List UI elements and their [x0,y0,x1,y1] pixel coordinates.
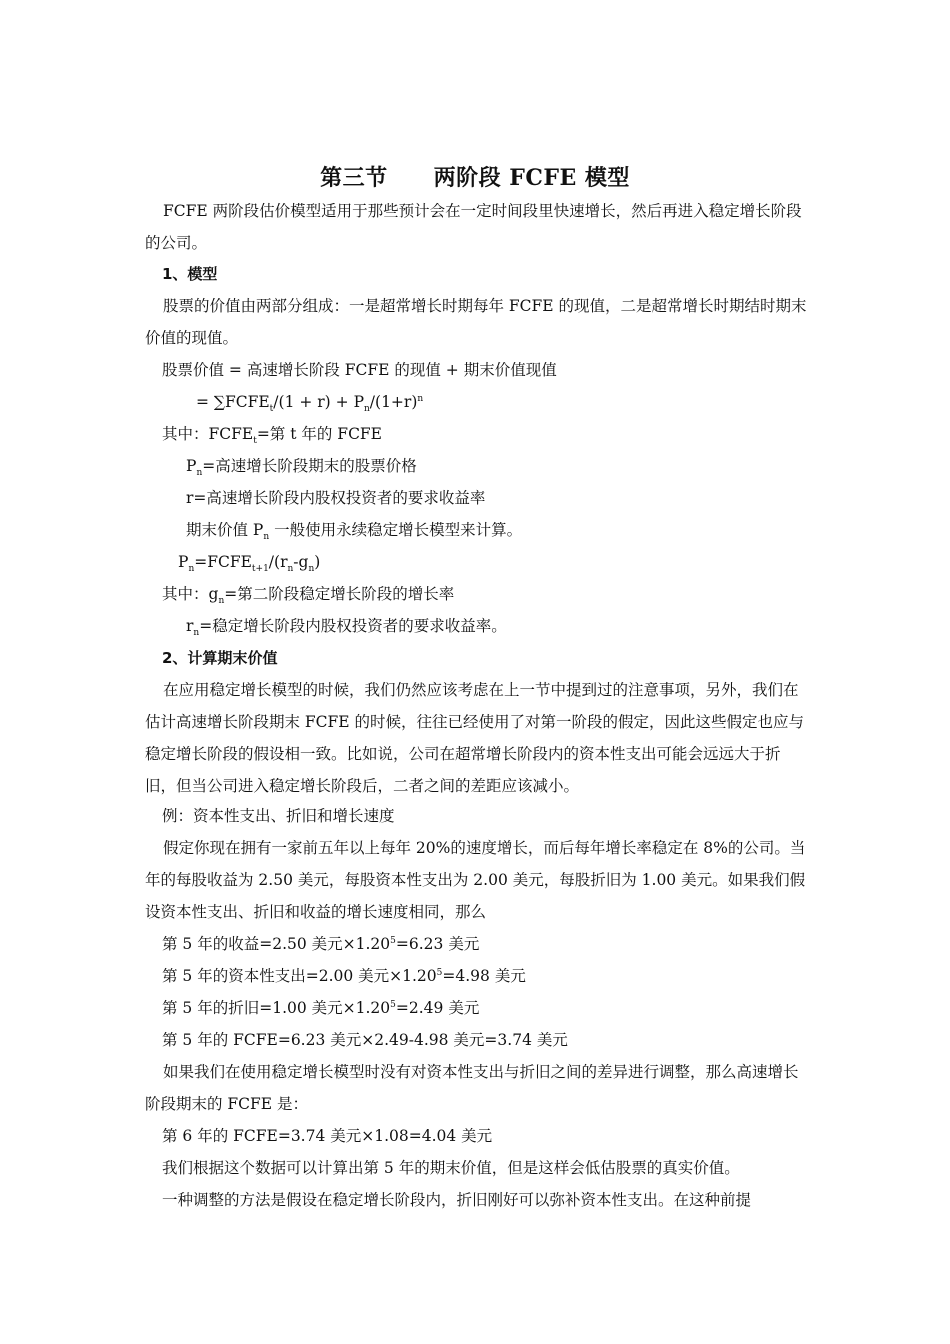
equation-stock-value: 股票价值 = 高速增长阶段 FCFE 的现值 + 期末价值现值 [162,361,557,379]
calc-capex-year5: 第 5 年的资本性支出=2.00 美元$\times 1.20^5=4.98$ 美元 [162,967,526,985]
calc-earnings-year5: 第 5 年的收益=2.50 美元$\times 1.20^5=6.23$ 美元 [162,935,480,953]
section-heading-terminal-value: 2、计算期末价值 [162,649,278,667]
page-title [0,161,950,192]
title-section-number: 第三节 [320,165,388,191]
section-heading-model: 1、模型 [162,265,218,283]
calc-depreciation-year5: 第 5 年的折旧=1.00 美元$\times 1.20^5=2.49$ 美元 [162,999,480,1017]
value-paragraph: 股票的价值由两部分组成：一是超常增长时期每年 FCFE 的现值，二是超常增长时期结时期末价值的现值。 [145,297,807,347]
equation-sum: = $\sum FCFE_t/(1 + r) + P_n/(1+r)^n$ [196,393,424,415]
calc-fcfe-year5: 第 5 年的 FCFE=6.23 美元×2.49-4.98 美元=3.74 美元 [162,1031,568,1049]
definition-pn: $P_n=$高速增长阶段期末的股票价格 [186,457,417,479]
title-text: 两阶段 FCFE 模型 [433,165,630,191]
underestimate-paragraph: 我们根据这个数据可以计算出第 5 年的期末价值，但是这样会低估股票的真实价值。 [162,1159,740,1177]
method-paragraph: 一种调整的方法是假设在稳定增长阶段内，折旧刚好可以弥补资本性支出。在这种前提 [162,1191,752,1209]
equation-pn: $P_n=FCFE_{t+1}/(r_n-g_n)$ [178,553,321,575]
definition-gn: 其中：$g_n=$第二阶段稳定增长阶段的增长率 [162,585,455,607]
adjustment-paragraph: 如果我们在使用稳定增长模型时没有对资本性支出与折旧之间的差异进行调整，那么高速增长阶段期末的 FCFE 是： [145,1063,799,1113]
definition-rn: $r_n=$稳定增长阶段内股权投资者的要求收益率。 [186,617,507,639]
calc-paragraph: 在应用稳定增长模型的时候，我们仍然应该考虑在上一节中提到过的注意事项，另外，我们在估计高速增长阶段期末 FCFE 的时候，往往已经使用了对第一阶段的假定，因此这些假定也应与稳定增长阶段的假设相一致。比如说，公司在超常增长阶段内的资本性支出可能会远远大于折旧，但当公司进入稳定增长阶段后，二者之间的差距应该减小。 [145,681,805,795]
calc-fcfe-year6: 第 6 年的 FCFE=3.74 美元×1.08=4.04 美元 [162,1127,493,1145]
definition-r: r=高速增长阶段内股权投资者的要求收益率 [186,489,486,507]
definition-fcfe: 其中：$FCFE_t=$第 t 年的 FCFE [162,425,382,447]
assumption-paragraph: 假定你现在拥有一家前五年以上每年 20%的速度增长，而后每年增长率稳定在 8%的公司。当年的每股收益为 2.50 美元，每股资本性支出为 2.00 美元，每股折旧为 1.00 美元。如果我们假设资本性支出、折旧和收益的增长速度相同，那么 [145,839,806,921]
terminal-value-note: 期末价值 $P_n$ 一般使用永续稳定增长模型来计算。 [186,521,523,543]
intro-paragraph: FCFE 两阶段估价模型适用于那些预计会在一定时间段里快速增长，然后再进入稳定增长阶段的公司。 [145,202,802,252]
example-heading: 例：资本性支出、折旧和增长速度 [162,807,395,825]
